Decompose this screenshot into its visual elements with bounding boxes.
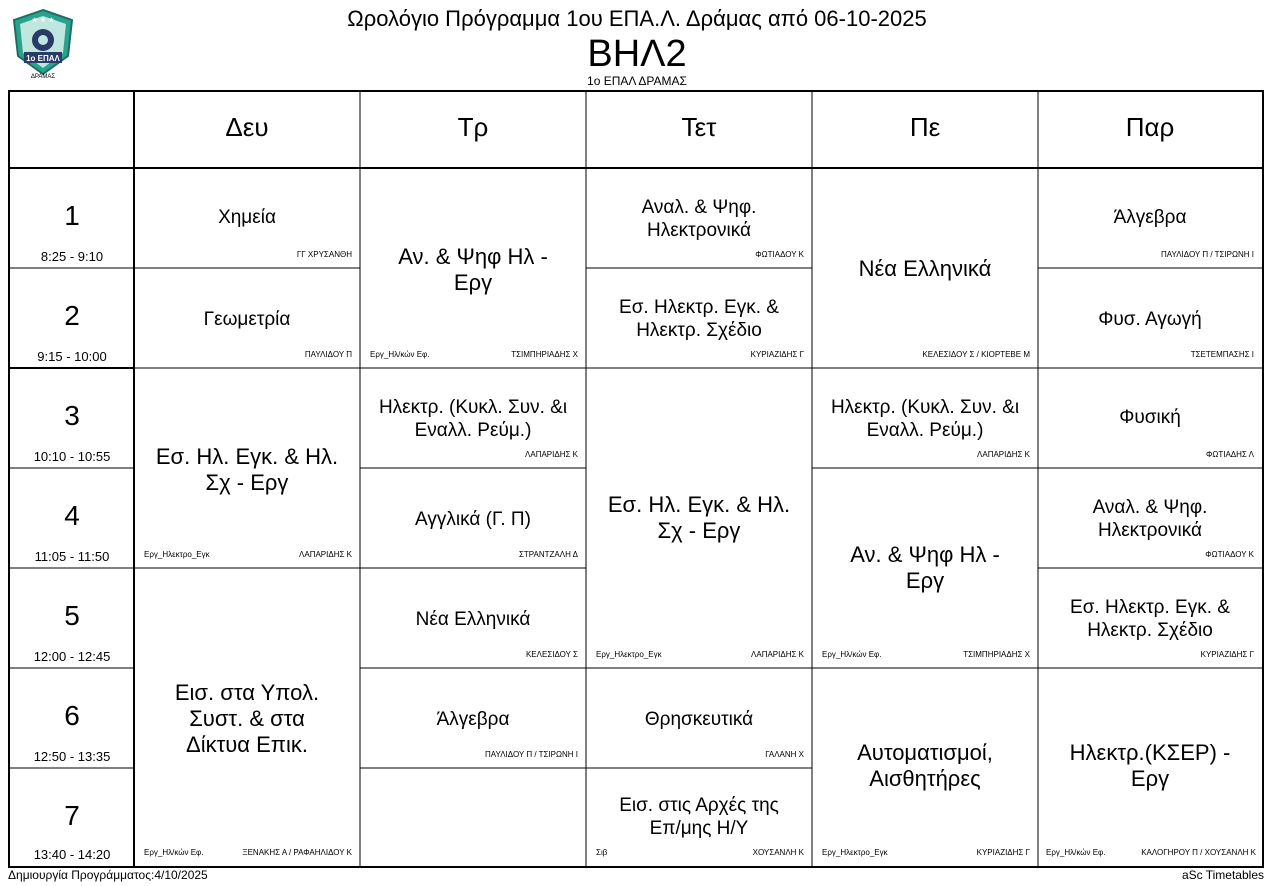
lesson-mon-2	[134, 268, 360, 368]
period-number: 2	[64, 300, 80, 331]
lesson-teacher: ΠΑΥΛΙΔΟΥ Π / ΤΣΙΡΩΝΗ Ι	[484, 750, 578, 759]
period-label-1	[10, 168, 134, 268]
period-number: 4	[64, 500, 80, 531]
lesson-teacher: ΞΕΝΑΚΗΣ Α / ΡΑΦΑΗΛΙΔΟΥ Κ	[242, 848, 352, 857]
lesson-teacher: ΦΩΤΙΑΔΗΣ Λ	[1206, 450, 1254, 459]
lesson-teacher: ΛΑΠΑΡΙΔΗΣ Κ	[751, 650, 804, 659]
period-time: 9:15 - 10:00	[37, 349, 107, 364]
day-header-wed	[586, 92, 812, 168]
period-label-6	[10, 668, 134, 768]
lesson-room: Εργ_Ηλ/κών Εφ.	[370, 350, 430, 359]
lesson-subject: Ηλεκτρ. (Κυκλ. Συν. &ι Εναλλ. Ρεύμ.)	[830, 397, 1020, 441]
lesson-teacher: ΛΑΠΑΡΙΔΗΣ Κ	[299, 550, 352, 559]
period-number: 7	[64, 800, 80, 831]
lesson-subject: Αγγλικά (Γ. Π)	[415, 509, 531, 530]
lesson-teacher: ΦΩΤΙΑΔΟΥ Κ	[755, 250, 804, 259]
lesson-teacher: ΦΩΤΙΑΔΟΥ Κ	[1205, 550, 1254, 559]
lesson-teacher: ΚΕΛΕΣΙΔΟΥ Σ	[525, 650, 578, 659]
day-label: Πε	[909, 112, 941, 142]
lesson-mon-3-4	[134, 368, 360, 568]
day-label: Τρ	[457, 112, 489, 142]
lesson-teacher: ΓΓ ΧΡΥΣΑΝΘΗ	[296, 250, 352, 259]
lesson-subject: Θρησκευτικά	[644, 709, 754, 730]
lesson-wed-2	[586, 268, 812, 368]
lesson-tue-6	[360, 668, 586, 768]
lesson-subject: Φυσ. Αγωγή	[1098, 309, 1202, 330]
period-time: 13:40 - 14:20	[33, 847, 111, 862]
lesson-teacher: ΠΑΥΛΙΔΟΥ Π / ΤΣΙΡΩΝΗ Ι	[1160, 250, 1254, 259]
lesson-fri-2	[1038, 268, 1262, 368]
lesson-subject: Εσ. Ηλ. Εγκ. & Ηλ. Σχ - Εργ	[607, 492, 791, 543]
lesson-teacher: ΤΣΙΜΠΗΡΙΑΔΗΣ Χ	[963, 650, 1030, 659]
lesson-subject: Αναλ. & Ψηφ. Ηλεκτρονικά	[1092, 497, 1208, 541]
class-name: ΒΗΛ2	[587, 33, 687, 75]
lesson-fri-5	[1038, 568, 1262, 668]
lesson-teacher: ΛΑΠΑΡΙΔΗΣ Κ	[525, 450, 578, 459]
period-label-4	[10, 468, 134, 568]
svg-text:★ ★ ★: ★ ★ ★	[31, 17, 55, 24]
lesson-thu-1-2	[812, 168, 1038, 368]
lesson-fri-6-7	[1038, 668, 1262, 866]
period-number: 6	[64, 700, 80, 731]
period-time: 12:00 - 12:45	[33, 649, 111, 664]
lesson-subject: Αναλ. & Ψηφ. Ηλεκτρονικά	[641, 197, 757, 241]
period-number: 3	[64, 400, 80, 431]
lesson-room: Σιβ	[596, 848, 608, 857]
lesson-teacher: ΠΑΥΛΙΔΟΥ Π	[304, 350, 352, 359]
lesson-subject: Χημεία	[218, 207, 276, 228]
period-number: 1	[64, 200, 80, 231]
lesson-subject: Εισ. στα Υπολ. Συστ. & στα Δίκτυα Επικ.	[174, 680, 320, 757]
lesson-wed-6	[586, 668, 812, 768]
lesson-subject: Γεωμετρία	[203, 309, 291, 330]
lesson-subject: Ηλεκτρ. (Κυκλ. Συν. &ι Εναλλ. Ρεύμ.)	[378, 397, 568, 441]
lesson-teacher: ΤΣΙΜΠΗΡΙΑΔΗΣ Χ	[511, 350, 578, 359]
lesson-room: Εργ_Ηλεκτρο_Εγκ	[822, 848, 888, 857]
lesson-teacher: ΧΟΥΣΑΝΛΗ Κ	[752, 848, 804, 857]
lesson-teacher: ΚΑΛΟΓΗΡΟΥ Π / ΧΟΥΣΑΝΛΗ Κ	[1141, 848, 1256, 857]
period-label-7	[10, 768, 134, 866]
footer-software: aSc Timetables	[1181, 868, 1264, 882]
lesson-subject: Άλγεβρα	[1113, 207, 1187, 228]
lesson-thu-6-7	[812, 668, 1038, 866]
day-header-tue	[360, 92, 586, 168]
period-label-2	[10, 268, 134, 368]
lesson-subject: Νέα Ελληνικά	[415, 609, 531, 630]
lesson-room: Εργ_Ηλεκτρο_Εγκ	[144, 550, 210, 559]
lesson-wed-1	[586, 168, 812, 268]
lesson-fri-3	[1038, 368, 1262, 468]
lesson-tue-4	[360, 468, 586, 568]
lesson-thu-4-5	[812, 468, 1038, 668]
lesson-subject: Αν. & Ψηφ Ηλ - Εργ	[398, 244, 548, 295]
lesson-wed-7	[586, 768, 812, 866]
day-header-fri	[1038, 92, 1262, 168]
lesson-subject: Εσ. Ηλεκτρ. Εγκ. & Ηλεκτρ. Σχέδιο	[619, 297, 779, 341]
period-time: 8:25 - 9:10	[40, 249, 104, 264]
lesson-teacher: ΓΑΛΑΝΗ Χ	[765, 750, 804, 759]
lesson-wed-3-5	[586, 368, 812, 668]
footer-created-date: Δημιουργία Προγράμματος:4/10/2025	[8, 868, 208, 882]
lesson-subject: Νέα Ελληνικά	[858, 256, 992, 281]
lesson-room: Εργ_Ηλ/κών Εφ.	[144, 848, 204, 857]
lesson-teacher: ΚΥΡΙΑΖΙΔΗΣ Γ	[976, 848, 1030, 857]
lesson-room: Εργ_Ηλεκτρο_Εγκ	[596, 650, 662, 659]
period-label-5	[10, 568, 134, 668]
lesson-tue-5	[360, 568, 586, 668]
lesson-room: Εργ_Ηλ/κών Εφ.	[822, 650, 882, 659]
svg-text:1ο ΕΠΑΛ: 1ο ΕΠΑΛ	[26, 54, 60, 63]
lesson-subject: Αυτοματισμοί, Αισθητήρες	[857, 740, 993, 791]
period-time: 11:05 - 11:50	[34, 549, 110, 564]
lesson-mon-1	[134, 168, 360, 268]
lesson-subject: Εσ. Ηλ. Εγκ. & Ηλ. Σχ - Εργ	[155, 444, 339, 495]
lesson-teacher: ΣΤΡΑΝΤΖΑΛΗ Δ	[518, 550, 578, 559]
lesson-teacher: ΛΑΠΑΡΙΔΗΣ Κ	[977, 450, 1030, 459]
lesson-teacher: ΤΣΕΤΕΜΠΑΣΗΣ Ι	[1190, 350, 1254, 359]
lesson-fri-4	[1038, 468, 1262, 568]
lesson-subject: Ηλεκτρ.(ΚΣΕΡ) - Εργ	[1069, 740, 1231, 791]
lesson-teacher: ΚΥΡΙΑΖΙΔΗΣ Γ	[750, 350, 804, 359]
timetable-grid	[8, 90, 1264, 868]
day-header-mon	[134, 92, 360, 168]
period-label-3	[10, 368, 134, 468]
school-name: 1ο ΕΠΑΛ ΔΡΑΜΑΣ	[587, 74, 687, 88]
period-time: 10:10 - 10:55	[33, 449, 111, 464]
svg-text:ΔΡΑΜΑΣ: ΔΡΑΜΑΣ	[30, 74, 56, 80]
lesson-subject: Άλγεβρα	[436, 709, 510, 730]
day-label: Παρ	[1125, 112, 1175, 142]
day-header-thu	[812, 92, 1038, 168]
lesson-fri-1	[1038, 168, 1262, 268]
lesson-subject: Εσ. Ηλεκτρ. Εγκ. & Ηλεκτρ. Σχέδιο	[1070, 597, 1230, 641]
lesson-subject: Εισ. στις Αρχές της Επ/μης Η/Υ	[619, 795, 779, 839]
lesson-room: Εργ_Ηλ/κών Εφ.	[1046, 848, 1106, 857]
lesson-teacher: ΚΥΡΙΑΖΙΔΗΣ Γ	[1200, 650, 1254, 659]
lesson-mon-5-7	[134, 568, 360, 866]
lesson-tue-7-empty	[360, 768, 586, 866]
lesson-subject: Αν. & Ψηφ Ηλ - Εργ	[850, 542, 1000, 593]
day-label: Τετ	[681, 112, 717, 142]
period-number: 5	[64, 600, 80, 631]
lesson-thu-3	[812, 368, 1038, 468]
day-label: Δευ	[225, 112, 269, 142]
period-time: 12:50 - 13:35	[33, 749, 111, 764]
lesson-subject: Φυσική	[1119, 407, 1181, 428]
lesson-tue-3	[360, 368, 586, 468]
lesson-teacher: ΚΕΛΕΣΙΔΟΥ Σ / ΚΙΟΡΤΕΒΕ Μ	[922, 350, 1030, 359]
page-title: Ωρολόγιο Πρόγραμμα 1ου ΕΠΑ.Λ. Δράμας από 06-10-2025	[347, 6, 927, 31]
lesson-tue-1-2	[360, 168, 586, 368]
